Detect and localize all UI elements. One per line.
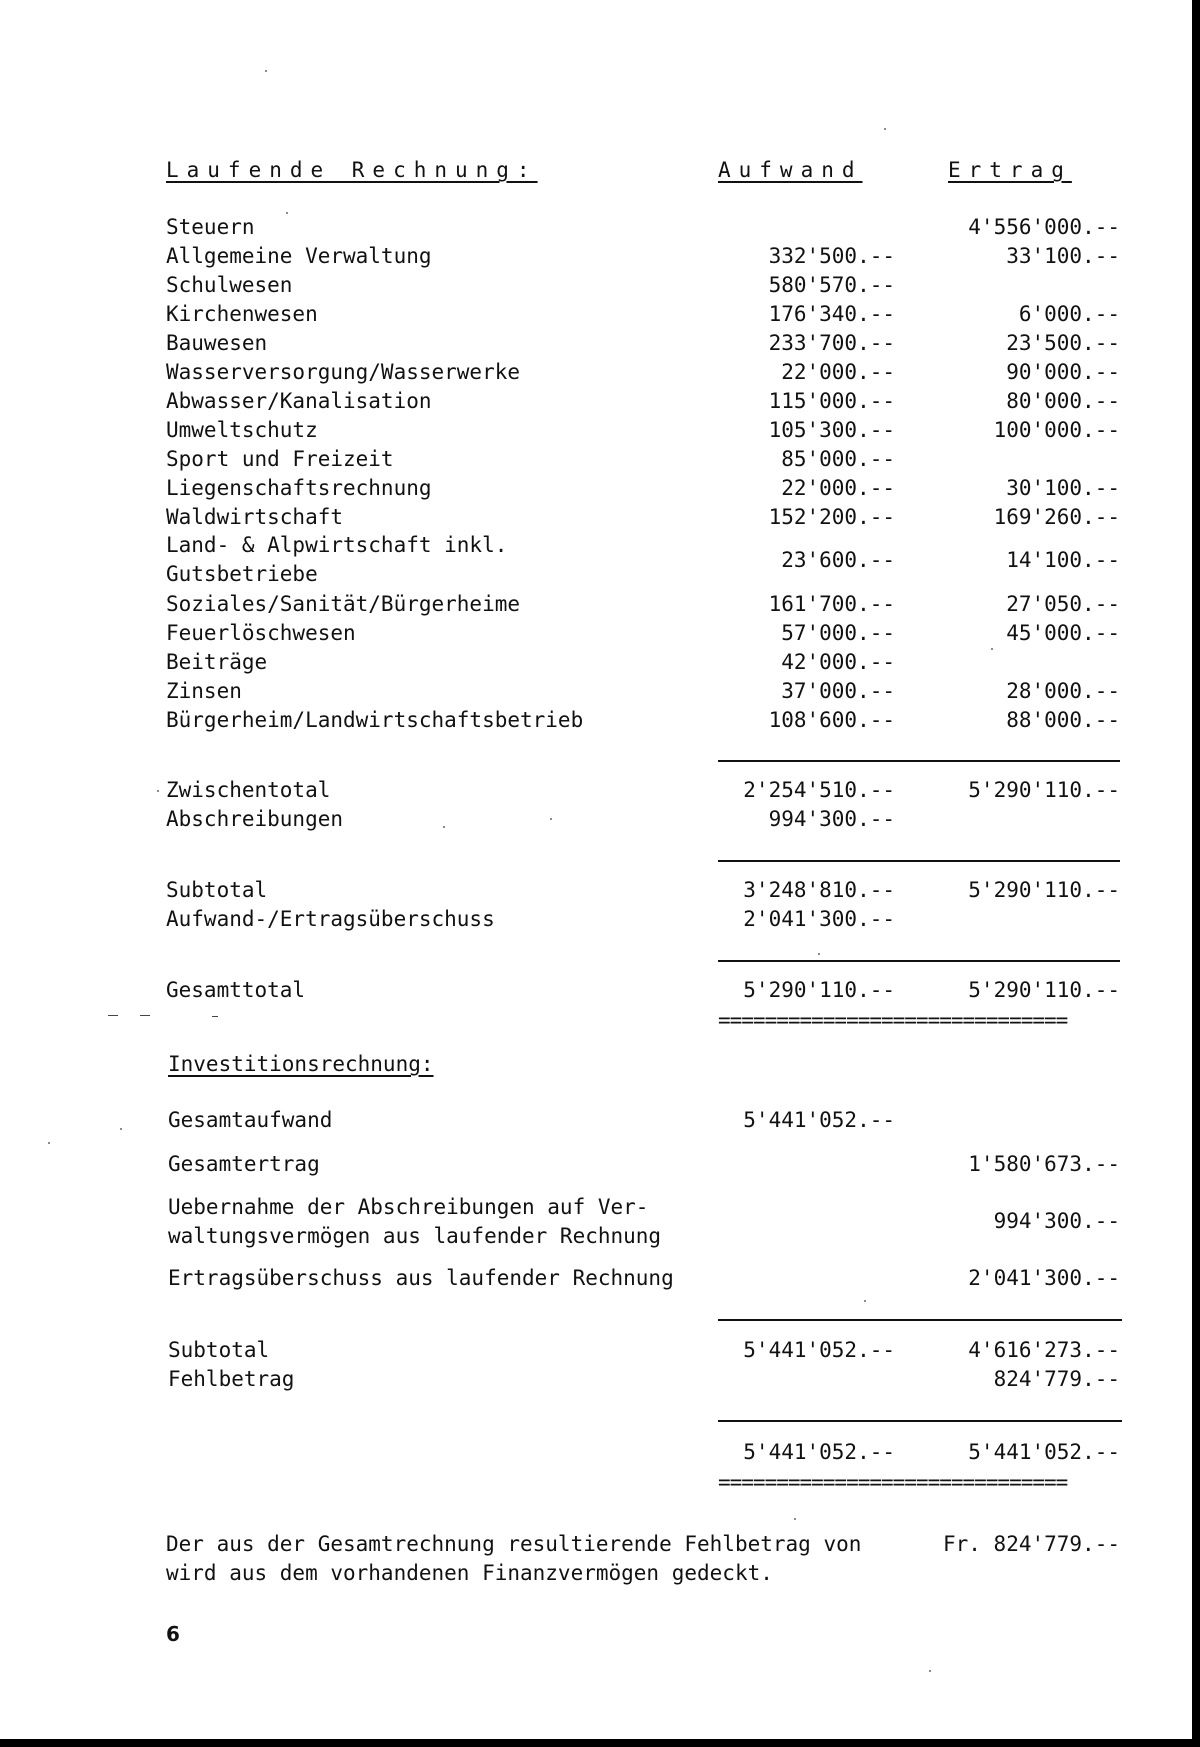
table-row — [0, 329, 1192, 358]
row-label: Zwischentotal — [166, 778, 331, 802]
row-investition-subtotal — [0, 1336, 1192, 1365]
aufwand-value: 161'700.-- — [768, 592, 895, 616]
ertrag-value: 23'500.-- — [1006, 331, 1120, 355]
row-label-line-2: Gutsbetriebe — [166, 562, 318, 586]
aufwand-value: 2'254'510.-- — [743, 778, 895, 802]
table-row — [0, 590, 1192, 619]
ertrag-value: 33'100.-- — [1006, 244, 1120, 268]
row-label: Aufwand-/Ertragsüberschuss — [166, 907, 495, 931]
row-label: Wasserversorgung/Wasserwerke — [166, 360, 521, 384]
ertrag-value: 100'000.-- — [993, 418, 1120, 442]
aufwand-value: 2'041'300.-- — [743, 907, 895, 931]
row-label: Abwasser/Kanalisation — [166, 389, 432, 413]
aufwand-value: 580'570.-- — [768, 273, 895, 297]
aufwand-value: 85'000.-- — [781, 447, 895, 471]
aufwand-value: 23'600.-- — [781, 548, 895, 572]
ertrag-value: 27'050.-- — [1006, 592, 1120, 616]
table-row — [0, 648, 1192, 677]
aufwand-value: 176'340.-- — [768, 302, 895, 326]
column-header-ertrag: Ertrag — [948, 158, 1072, 182]
investitionsrechnung-title: Investitionsrechnung: — [168, 1052, 434, 1076]
aufwand-value: 233'700.-- — [768, 331, 895, 355]
table-row — [0, 503, 1192, 532]
aufwand-value: 332'500.-- — [768, 244, 895, 268]
column-header-aufwand: Aufwand — [718, 158, 863, 182]
row-gesamtaufwand — [0, 1106, 1192, 1135]
scan-mark — [212, 1016, 218, 1017]
aufwand-value: 42'000.-- — [781, 650, 895, 674]
table-row — [0, 387, 1192, 416]
ertrag-value: 4'616'273.-- — [968, 1338, 1120, 1362]
footer-note-line-1: Der aus der Gesamtrechnung resultierende Fehlbetrag von — [166, 1532, 862, 1556]
row-label: Zinsen — [166, 679, 242, 703]
page-number: 6 — [166, 1622, 180, 1646]
total-rule — [718, 860, 1120, 862]
row-label-line-1: Land- & Alpwirtschaft inkl. — [166, 533, 508, 557]
table-row — [0, 358, 1192, 387]
row-label: Bürgerheim/Landwirtschaftsbetrieb — [166, 708, 584, 732]
table-row — [0, 677, 1192, 706]
table-row — [0, 474, 1192, 503]
row-uebernahme-abschreibungen-value — [0, 1207, 1192, 1236]
row-label: Feuerlöschwesen — [166, 621, 356, 645]
scan-speck — [884, 128, 886, 130]
total-rule — [718, 960, 1120, 962]
ertrag-value: 28'000.-- — [1006, 679, 1120, 703]
table-row — [0, 300, 1192, 329]
ertrag-value: 5'290'110.-- — [968, 878, 1120, 902]
aufwand-value: 37'000.-- — [781, 679, 895, 703]
aufwand-value: 994'300.-- — [768, 807, 895, 831]
footer-note-line-2: wird aus dem vorhandenen Finanzvermögen gedeckt. — [166, 1561, 773, 1585]
ertrag-value: 90'000.-- — [1006, 360, 1120, 384]
row-fehlbetrag — [0, 1365, 1192, 1394]
row-abschreibungen — [0, 805, 1192, 834]
scan-mark — [140, 1015, 150, 1016]
ertrag-value: 824'779.-- — [993, 1367, 1120, 1391]
scan-speck — [286, 212, 288, 214]
ertrag-value: 88'000.-- — [1006, 708, 1120, 732]
row-label: Beiträge — [166, 650, 268, 674]
double-rule: ============================== — [718, 1008, 1068, 1032]
table-row — [0, 213, 1192, 242]
row-label: Ertragsüberschuss aus laufender Rechnung — [168, 1266, 674, 1290]
row-label: Schulwesen — [166, 273, 293, 297]
row-label: Gesamttotal — [166, 978, 306, 1002]
ertrag-value: 45'000.-- — [1006, 621, 1120, 645]
row-investition-total — [0, 1438, 1192, 1467]
row-label-line-1: Uebernahme der Abschreibungen auf Ver- — [168, 1195, 649, 1219]
total-rule — [718, 1420, 1122, 1422]
row-label: Liegenschaftsrechnung — [166, 476, 432, 500]
aufwand-value: 5'441'052.-- — [743, 1440, 895, 1464]
row-gesamttotal — [0, 976, 1192, 1005]
ertrag-value: 5'441'052.-- — [968, 1440, 1120, 1464]
ertrag-value: 994'300.-- — [993, 1209, 1120, 1233]
ertrag-value: 4'556'000.-- — [968, 215, 1120, 239]
table-row — [0, 706, 1192, 735]
row-label-line-2: waltungsvermögen aus laufender Rechnung — [168, 1224, 662, 1248]
total-rule — [718, 1319, 1122, 1321]
table-row — [0, 271, 1192, 300]
aufwand-value: 115'000.-- — [768, 389, 895, 413]
row-label: Sport und Freizeit — [166, 447, 394, 471]
scan-mark — [108, 1015, 118, 1016]
row-subtotal — [0, 876, 1192, 905]
row-zwischentotal — [0, 776, 1192, 805]
row-label: Subtotal — [168, 1338, 270, 1362]
aufwand-value: 108'600.-- — [768, 708, 895, 732]
scan-speck — [929, 1670, 931, 1672]
row-label: Steuern — [166, 215, 255, 239]
table-row-land-alpwirtschaft-values — [0, 546, 1192, 575]
total-rule — [718, 760, 1120, 762]
scan-speck — [265, 70, 267, 72]
aufwand-value: 5'290'110.-- — [743, 978, 895, 1002]
ertrag-value: 14'100.-- — [1006, 548, 1120, 572]
scan-speck — [443, 826, 445, 828]
aufwand-value: 22'000.-- — [781, 360, 895, 384]
table-row — [0, 416, 1192, 445]
ertrag-value: 5'290'110.-- — [968, 778, 1120, 802]
row-label: Subtotal — [166, 878, 268, 902]
ertrag-value: 6'000.-- — [1018, 302, 1120, 326]
table-row — [0, 445, 1192, 474]
table-row — [0, 242, 1192, 271]
row-ertragsueberschuss — [0, 1264, 1192, 1293]
aufwand-value: 57'000.-- — [781, 621, 895, 645]
scan-speck — [157, 790, 159, 792]
laufende-rechnung-title: Laufende Rechnung: — [166, 158, 538, 182]
row-label: Soziales/Sanität/Bürgerheime — [166, 592, 521, 616]
ertrag-value: 1'580'673.-- — [968, 1152, 1120, 1176]
row-label: Waldwirtschaft — [166, 505, 344, 529]
aufwand-value: 105'300.-- — [768, 418, 895, 442]
double-rule: ============================== — [718, 1470, 1068, 1494]
ertrag-value: 80'000.-- — [1006, 389, 1120, 413]
row-aufwand-ertragsueberschuss — [0, 905, 1192, 934]
aufwand-value: 5'441'052.-- — [743, 1108, 895, 1132]
scan-speck — [550, 818, 552, 820]
row-label: Gesamtertrag — [168, 1152, 320, 1176]
ertrag-value: 30'100.-- — [1006, 476, 1120, 500]
aufwand-value: 3'248'810.-- — [743, 878, 895, 902]
ertrag-value: 5'290'110.-- — [968, 978, 1120, 1002]
row-label: Bauwesen — [166, 331, 268, 355]
aufwand-value: 22'000.-- — [781, 476, 895, 500]
row-label: Fehlbetrag — [168, 1367, 295, 1391]
footer-note-amount: Fr. 824'779.-- — [942, 1532, 1120, 1556]
row-label: Gesamtaufwand — [168, 1108, 333, 1132]
row-label: Allgemeine Verwaltung — [166, 244, 432, 268]
row-label: Kirchenwesen — [166, 302, 318, 326]
scan-speck — [818, 953, 820, 955]
scan-speck — [48, 1142, 50, 1144]
aufwand-value: 152'200.-- — [768, 505, 895, 529]
aufwand-value: 5'441'052.-- — [743, 1338, 895, 1362]
scan-speck — [120, 1128, 122, 1130]
scan-speck — [864, 1300, 866, 1302]
scan-speck — [991, 648, 993, 650]
row-gesamtertrag — [0, 1150, 1192, 1179]
scan-speck — [794, 1518, 796, 1520]
row-label: Umweltschutz — [166, 418, 318, 442]
ertrag-value: 2'041'300.-- — [968, 1266, 1120, 1290]
row-label: Abschreibungen — [166, 807, 344, 831]
ertrag-value: 169'260.-- — [993, 505, 1120, 529]
table-row — [0, 619, 1192, 648]
